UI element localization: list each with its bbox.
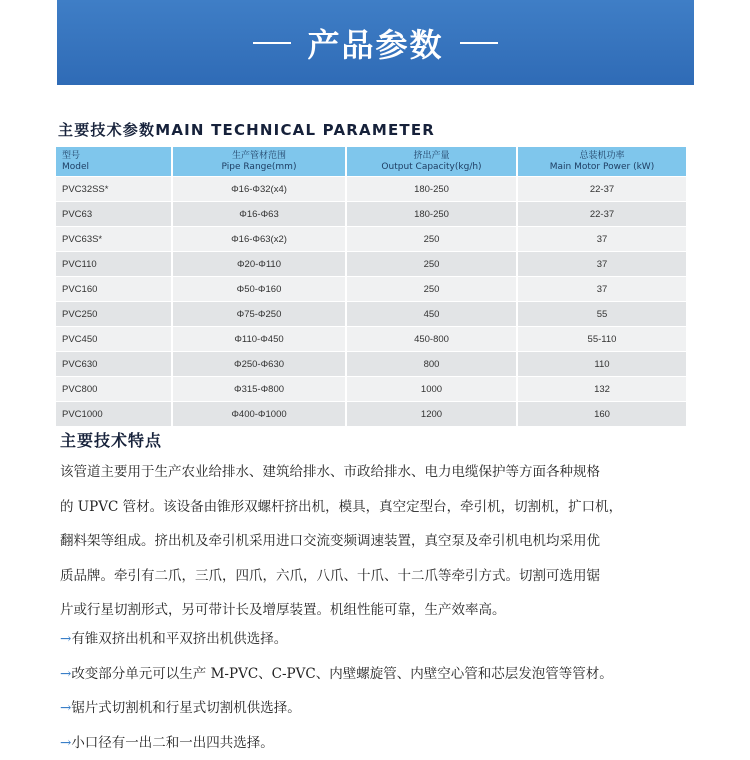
description-line: 该管道主要用于生产农业给排水、建筑给排水、市政给排水、电力电缆保护等方面各种规格	[60, 455, 692, 490]
banner-title: 产品参数	[307, 20, 443, 66]
description-line: 的 UPVC 管材。该设备由锥形双螺杆挤出机，模具，真空定型台，牵引机，切割机，扩口机，	[60, 490, 692, 525]
cell-power: 22-37	[518, 176, 686, 201]
cell-power: 160	[518, 401, 686, 426]
table-row	[56, 401, 686, 426]
left-dash-decoration	[253, 42, 291, 44]
cell-pipe-range: Φ16-Φ32(x4)	[173, 176, 347, 201]
cell-model: PVC630	[56, 351, 173, 376]
list-item	[60, 726, 700, 760]
list-item	[60, 622, 700, 657]
cell-pipe-range: Φ50-Φ160	[173, 276, 347, 301]
header-output-zh: 挤出产量	[347, 151, 516, 162]
cell-output: 450-800	[347, 326, 518, 351]
arrow-right-icon: →	[60, 666, 71, 682]
table-row	[56, 351, 686, 376]
description-line: 质品牌。牵引有二爪，三爪，四爪，六爪，八爪、十爪、十二爪等牵引方式。切割可选用锯	[60, 559, 692, 594]
table-row	[56, 201, 686, 226]
cell-pipe-range: Φ110-Φ450	[173, 326, 347, 351]
table-row	[56, 251, 686, 276]
cell-pipe-range: Φ75-Φ250	[173, 301, 347, 326]
cell-model: PVC450	[56, 326, 173, 351]
cell-pipe-range: Φ16-Φ63	[173, 201, 347, 226]
cell-output: 180-250	[347, 176, 518, 201]
header-model-zh: 型号	[62, 151, 171, 162]
arrow-right-icon: →	[60, 735, 71, 751]
bullet-text: 有锥双挤出机和平双挤出机供选择。	[71, 631, 287, 647]
header-power-en: Main Motor Power (kW)	[518, 162, 686, 173]
table-row	[56, 376, 686, 401]
cell-power: 37	[518, 251, 686, 276]
cell-output: 250	[347, 251, 518, 276]
table-header-row	[56, 147, 686, 176]
description-line: 翻料架等组成。挤出机及牵引机采用进口交流变频调速装置，真空泵及牵引机电机均采用优	[60, 524, 692, 559]
bullet-text: 小口径有一出二和一出四共选择。	[71, 735, 274, 751]
header-pipe-range-en: Pipe Range(mm)	[173, 162, 345, 173]
table-row	[56, 226, 686, 251]
cell-power: 110	[518, 351, 686, 376]
cell-output: 250	[347, 276, 518, 301]
header-model-en: Model	[62, 162, 171, 173]
cell-pipe-range: Φ20-Φ110	[173, 251, 347, 276]
cell-power: 22-37	[518, 201, 686, 226]
cell-power: 55	[518, 301, 686, 326]
cell-power: 37	[518, 226, 686, 251]
cell-model: PVC32SS*	[56, 176, 173, 201]
header-model	[56, 147, 173, 176]
cell-model: PVC110	[56, 251, 173, 276]
cell-output: 800	[347, 351, 518, 376]
cell-model: PVC250	[56, 301, 173, 326]
bullet-text: 锯片式切割机和行星式切割机供选择。	[71, 700, 301, 716]
header-output	[347, 147, 518, 176]
table-row	[56, 176, 686, 201]
cell-model: PVC800	[56, 376, 173, 401]
arrow-right-icon: →	[60, 700, 71, 716]
table-row	[56, 276, 686, 301]
table-row	[56, 301, 686, 326]
cell-model: PVC1000	[56, 401, 173, 426]
bullet-text: 改变部分单元可以生产 M-PVC、C-PVC、内壁螺旋管、内壁空心管和芯层发泡管等管材。	[71, 666, 612, 682]
arrow-right-icon: →	[60, 631, 71, 647]
banner-title-group	[253, 20, 497, 66]
features-description	[60, 455, 692, 628]
cell-power: 55-110	[518, 326, 686, 351]
cell-output: 1200	[347, 401, 518, 426]
parameter-table	[56, 147, 686, 426]
header-power	[518, 147, 686, 176]
list-item	[60, 691, 700, 726]
parameter-section-title: 主要技术参数MAIN TECHNICAL PARAMETER	[58, 119, 435, 140]
cell-output: 1000	[347, 376, 518, 401]
cell-pipe-range: Φ400-Φ1000	[173, 401, 347, 426]
header-pipe-range-zh: 生产管材范围	[173, 151, 345, 162]
cell-pipe-range: Φ315-Φ800	[173, 376, 347, 401]
features-bullet-list	[60, 622, 700, 760]
cell-pipe-range: Φ250-Φ630	[173, 351, 347, 376]
cell-power: 37	[518, 276, 686, 301]
cell-model: PVC63S*	[56, 226, 173, 251]
table-row	[56, 326, 686, 351]
cell-output: 180-250	[347, 201, 518, 226]
header-pipe-range	[173, 147, 347, 176]
header-power-zh: 总装机功率	[518, 151, 686, 162]
header-banner	[57, 0, 694, 85]
cell-model: PVC63	[56, 201, 173, 226]
header-output-en: Output Capacity(kg/h)	[347, 162, 516, 173]
cell-output: 250	[347, 226, 518, 251]
features-section-title: 主要技术特点	[60, 428, 162, 451]
cell-power: 132	[518, 376, 686, 401]
right-dash-decoration	[460, 42, 498, 44]
cell-pipe-range: Φ16-Φ63(x2)	[173, 226, 347, 251]
cell-model: PVC160	[56, 276, 173, 301]
cell-output: 450	[347, 301, 518, 326]
list-item	[60, 657, 700, 692]
description-line: 片或行星切割形式，另可带计长及增厚装置。机组性能可靠，生产效率高。	[60, 593, 692, 628]
